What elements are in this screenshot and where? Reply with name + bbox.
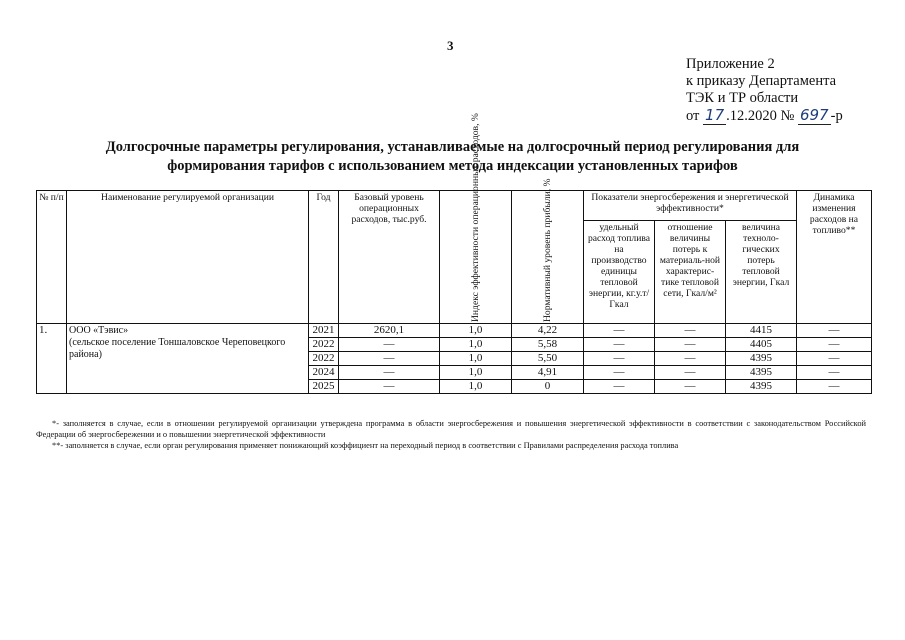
header-losses: величина техноло-гических потерь тепловой энергии, Гкал [726,221,797,324]
cell-profit: 0 [512,380,584,394]
cell-year: 2024 [309,366,339,380]
cell-fuel: — [584,352,655,366]
cell-year: 2021 [309,324,339,338]
cell-base: — [339,366,440,380]
cell-dynamics: — [797,380,872,394]
handwritten-order-number: 697 [799,106,829,124]
title-line-1: Долгосрочные параметры регулирования, устанавливаемые на долгосрочный период регулирования для [105,139,800,155]
cell-year: 2025 [309,380,339,394]
cell-fuel: — [584,380,655,394]
cell-dynamics: — [797,366,872,380]
cell-year: 2022 [309,338,339,352]
header-profit [512,178,584,324]
cell-base: — [339,352,440,366]
header-efficiency-text: Индекс эффективности операционных расходов, % [470,113,481,322]
cell-losses: 4395 [726,366,797,380]
order-suffix: -р [830,108,843,124]
header-fuel: удельный расход топлива на производство единицы тепловой энергии, кг.у.т/Гкал [584,221,655,324]
cell-losses: 4405 [726,338,797,352]
org-name: ООО «Тэвис» [69,325,129,336]
cell-profit: 5,50 [512,352,584,366]
cell-efficiency: 1,0 [440,324,512,338]
cell-loss-ratio: — [655,380,726,394]
appendix-date-line [686,107,843,125]
header-energy-group: Показатели энергосбережения и энергетической эффективности* [584,191,797,221]
cell-efficiency: 1,0 [440,352,512,366]
page-number: 3 [447,38,454,53]
cell-loss-ratio: — [655,352,726,366]
handwritten-day: 17 [705,106,725,124]
header-year: Год [309,191,339,324]
cell-efficiency: 1,0 [440,338,512,352]
header-base: Базовый уровень операционных расходов, тыс.руб. [339,191,440,324]
cell-base: — [339,338,440,352]
cell-year: 2022 [309,352,339,366]
appendix-line-2: к приказу Департамента [686,73,837,89]
cell-losses: 4395 [726,352,797,366]
appendix-line-1: Приложение 2 [686,56,775,72]
cell-dynamics: — [797,338,872,352]
header-loss-ratio: отношение величины потерь к материаль-ной характерис-тике тепловой сети, Гкал/м² [655,221,726,324]
cell-losses: 4395 [726,380,797,394]
footnote-1: *- заполняется в случае, если в отношении регулируемой организации утверждена программа в области энергосбережения и повышения энергетической эффективности в соответствии с законодательством Российской Федерации об энергосбережении и о повышении энергетической эффективности [36,419,866,439]
date-rest: .12.2020 № [726,108,795,124]
header-no: № п/п [37,191,67,324]
cell-loss-ratio: — [655,338,726,352]
appendix-line-3: ТЭК и ТР области [686,90,799,106]
appendix-block [686,56,843,125]
header-efficiency [440,113,512,324]
org-detail: (сельское поселение Тоншаловское Череповецкого района) [69,337,286,360]
header-profit-text: Нормативный уровень прибыли, % [542,178,553,322]
title-line-2: формирования тарифов с использованием метода индексации установленных тарифов [167,158,738,174]
org-name-cell [67,324,309,394]
cell-fuel: — [584,324,655,338]
document-title [40,138,865,176]
cell-loss-ratio: — [655,366,726,380]
cell-efficiency: 1,0 [440,380,512,394]
cell-fuel: — [584,338,655,352]
cell-dynamics: — [797,324,872,338]
cell-dynamics: — [797,352,872,366]
date-prefix: от [686,108,700,124]
cell-base: — [339,380,440,394]
cell-profit: 4,91 [512,366,584,380]
footnote-2: **- заполняется в случае, если орган регулирования применяет понижающий коэффициент на переходный период в соответствии с Правилами распределения расхода топлива [52,441,679,450]
cell-profit: 4,22 [512,324,584,338]
header-row-1 [37,191,872,221]
table-row [37,324,872,338]
cell-efficiency: 1,0 [440,366,512,380]
cell-loss-ratio: — [655,324,726,338]
org-number: 1. [37,324,67,394]
cell-losses: 4415 [726,324,797,338]
cell-base: 2620,1 [339,324,440,338]
header-dynamics: Динамика изменения расходов на топливо** [797,191,872,324]
cell-profit: 5,58 [512,338,584,352]
cell-fuel: — [584,366,655,380]
footnotes [36,418,866,451]
header-org: Наименование регулируемой организации [67,191,309,324]
